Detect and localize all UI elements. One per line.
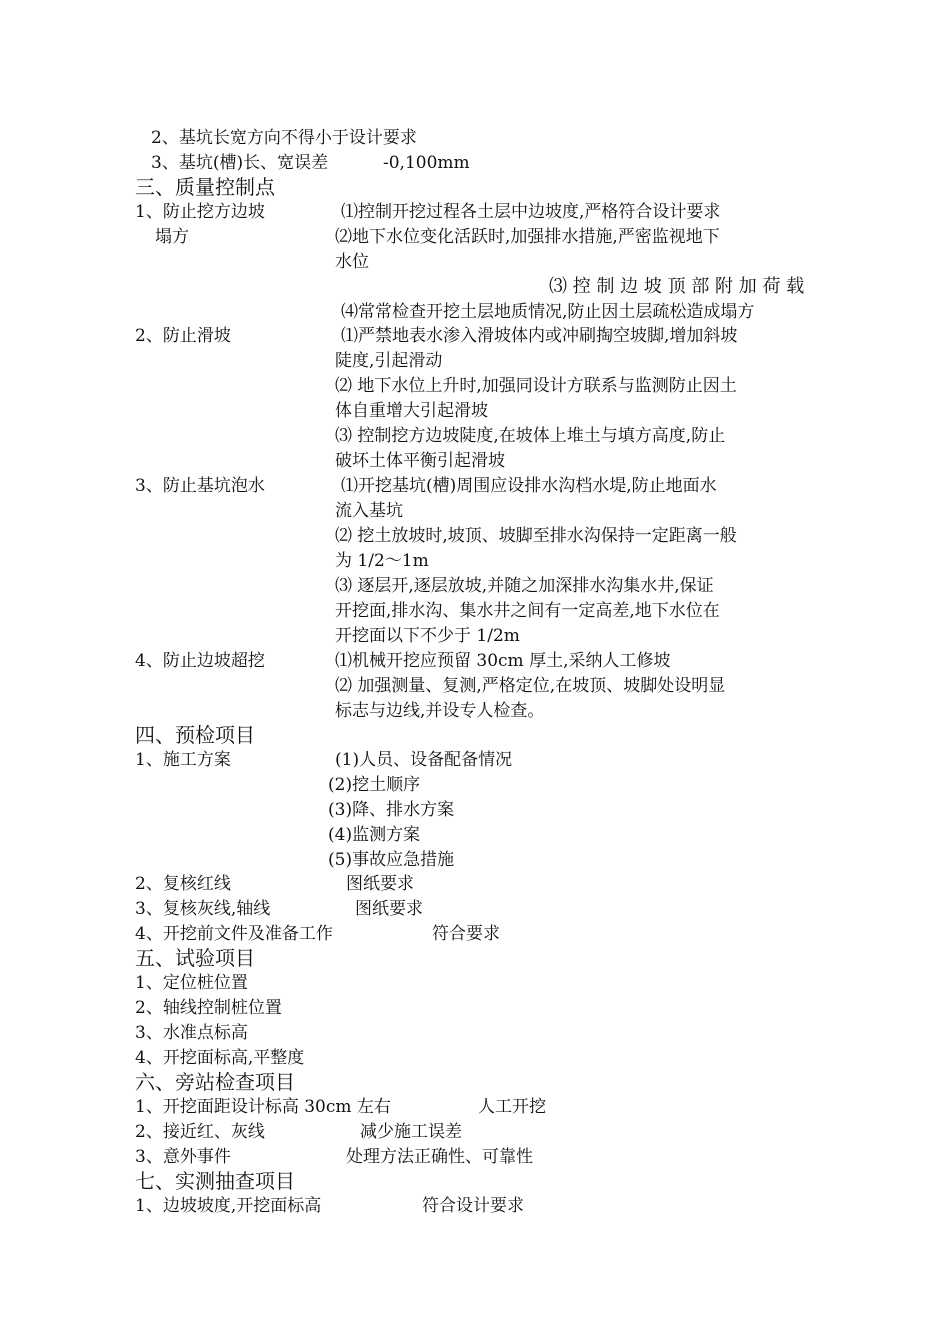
requirement-line-3-value: -0,100mm (383, 153, 470, 173)
item-value: 减少施工误差 (360, 1122, 462, 1142)
item-label: 4、防止边坡超挖 (135, 651, 265, 671)
item-text: ⑴开挖基坑(槽)周围应设排水沟档水堤,防止地面水 (341, 476, 717, 496)
item-value: 符合设计要求 (422, 1196, 524, 1216)
item-text: (4)监测方案 (328, 825, 421, 845)
item-text: (2)挖土顺序 (328, 775, 421, 795)
item-value: 处理方法正确性、可靠性 (346, 1147, 533, 1167)
item-text: (3)降、排水方案 (328, 800, 455, 820)
item-text: ⑶ 控 制 边 坡 顶 部 附 加 荷 载 (549, 276, 805, 297)
item-text: (1)人员、设备配备情况 (335, 750, 513, 770)
list-item: 3、水准点标高 (135, 1023, 248, 1043)
item-text: ⑵地下水位变化活跃时,加强排水措施,严密监视地下 (335, 227, 720, 247)
item-label: 1、施工方案 (135, 750, 231, 770)
item-value: 图纸要求 (346, 874, 414, 894)
item-text: ⑴机械开挖应预留 30cm 厚土,采纳人工修坡 (335, 651, 671, 671)
list-item: 4、开挖面标高,平整度 (135, 1048, 305, 1068)
item-text: 开挖面,排水沟、集水井之间有一定高差,地下水位在 (335, 601, 720, 621)
item-text: ⑴严禁地表水渗入滑坡体内或冲刷掏空坡脚,增加斜坡 (341, 326, 738, 346)
item-text: ⑵ 加强测量、复测,严格定位,在坡顶、坡脚处设明显 (335, 676, 726, 696)
section-heading-quality-control: 三、质量控制点 (135, 175, 275, 199)
list-item: 2、轴线控制桩位置 (135, 998, 282, 1018)
section-heading-tests: 五、试验项目 (135, 946, 255, 970)
section-heading-sampling: 七、实测抽查项目 (135, 1169, 295, 1193)
section-heading-pre-inspection: 四、预检项目 (135, 723, 255, 747)
item-text: 陡度,引起滑动 (335, 351, 443, 371)
item-label: 1、边坡坡度,开挖面标高 (135, 1196, 322, 1216)
section-heading-supervision: 六、旁站检查项目 (135, 1070, 295, 1094)
item-label: 4、开挖前文件及准备工作 (135, 924, 333, 944)
item-value: 图纸要求 (355, 899, 423, 919)
item-label: 3、复核灰线,轴线 (135, 899, 271, 919)
item-text: ⑴控制开挖过程各土层中边坡度,严格符合设计要求 (341, 202, 721, 222)
item-label: 1、防止挖方边坡 (135, 202, 265, 222)
item-text: ⑶ 逐层开,逐层放坡,并随之加深排水沟集水井,保证 (335, 576, 714, 596)
item-text: ⑵ 挖土放坡时,坡顶、坡脚至排水沟保持一定距离一般 (335, 526, 737, 546)
item-text: 标志与边线,并设专人检查。 (335, 701, 545, 721)
requirement-line-3-label: 3、基坑(槽)长、宽误差 (151, 153, 329, 173)
item-label: 3、意外事件 (135, 1147, 231, 1167)
item-text: 开挖面以下不少于 1/2m (335, 626, 520, 646)
item-text: 流入基坑 (335, 501, 403, 521)
item-label: 3、防止基坑泡水 (135, 476, 265, 496)
item-text: ⑵ 地下水位上升时,加强同设计方联系与监测防止因土 (335, 376, 737, 396)
item-text: 体自重增大引起滑坡 (335, 401, 488, 421)
item-label: 2、防止滑坡 (135, 326, 231, 346)
item-label: 2、复核红线 (135, 874, 231, 894)
item-label-cont: 塌方 (155, 227, 189, 247)
item-text: 为 1/2～1m (335, 551, 429, 571)
item-text: ⑶ 控制挖方边坡陡度,在坡体上堆土与填方高度,防止 (335, 426, 726, 446)
item-label: 1、开挖面距设计标高 30cm 左右 (135, 1097, 391, 1117)
list-item: 1、定位桩位置 (135, 973, 248, 993)
item-text: (5)事故应急措施 (328, 850, 455, 870)
item-label: 2、接近红、灰线 (135, 1122, 265, 1142)
item-text: 破坏土体平衡引起滑坡 (335, 451, 505, 471)
item-text: 水位 (335, 252, 369, 272)
item-value: 人工开挖 (478, 1097, 546, 1117)
item-text: ⑷常常检查开挖土层地质情况,防止因土层疏松造成塌方 (341, 302, 755, 322)
item-value: 符合要求 (432, 924, 500, 944)
requirement-line-2: 2、基坑长宽方向不得小于设计要求 (151, 128, 417, 148)
